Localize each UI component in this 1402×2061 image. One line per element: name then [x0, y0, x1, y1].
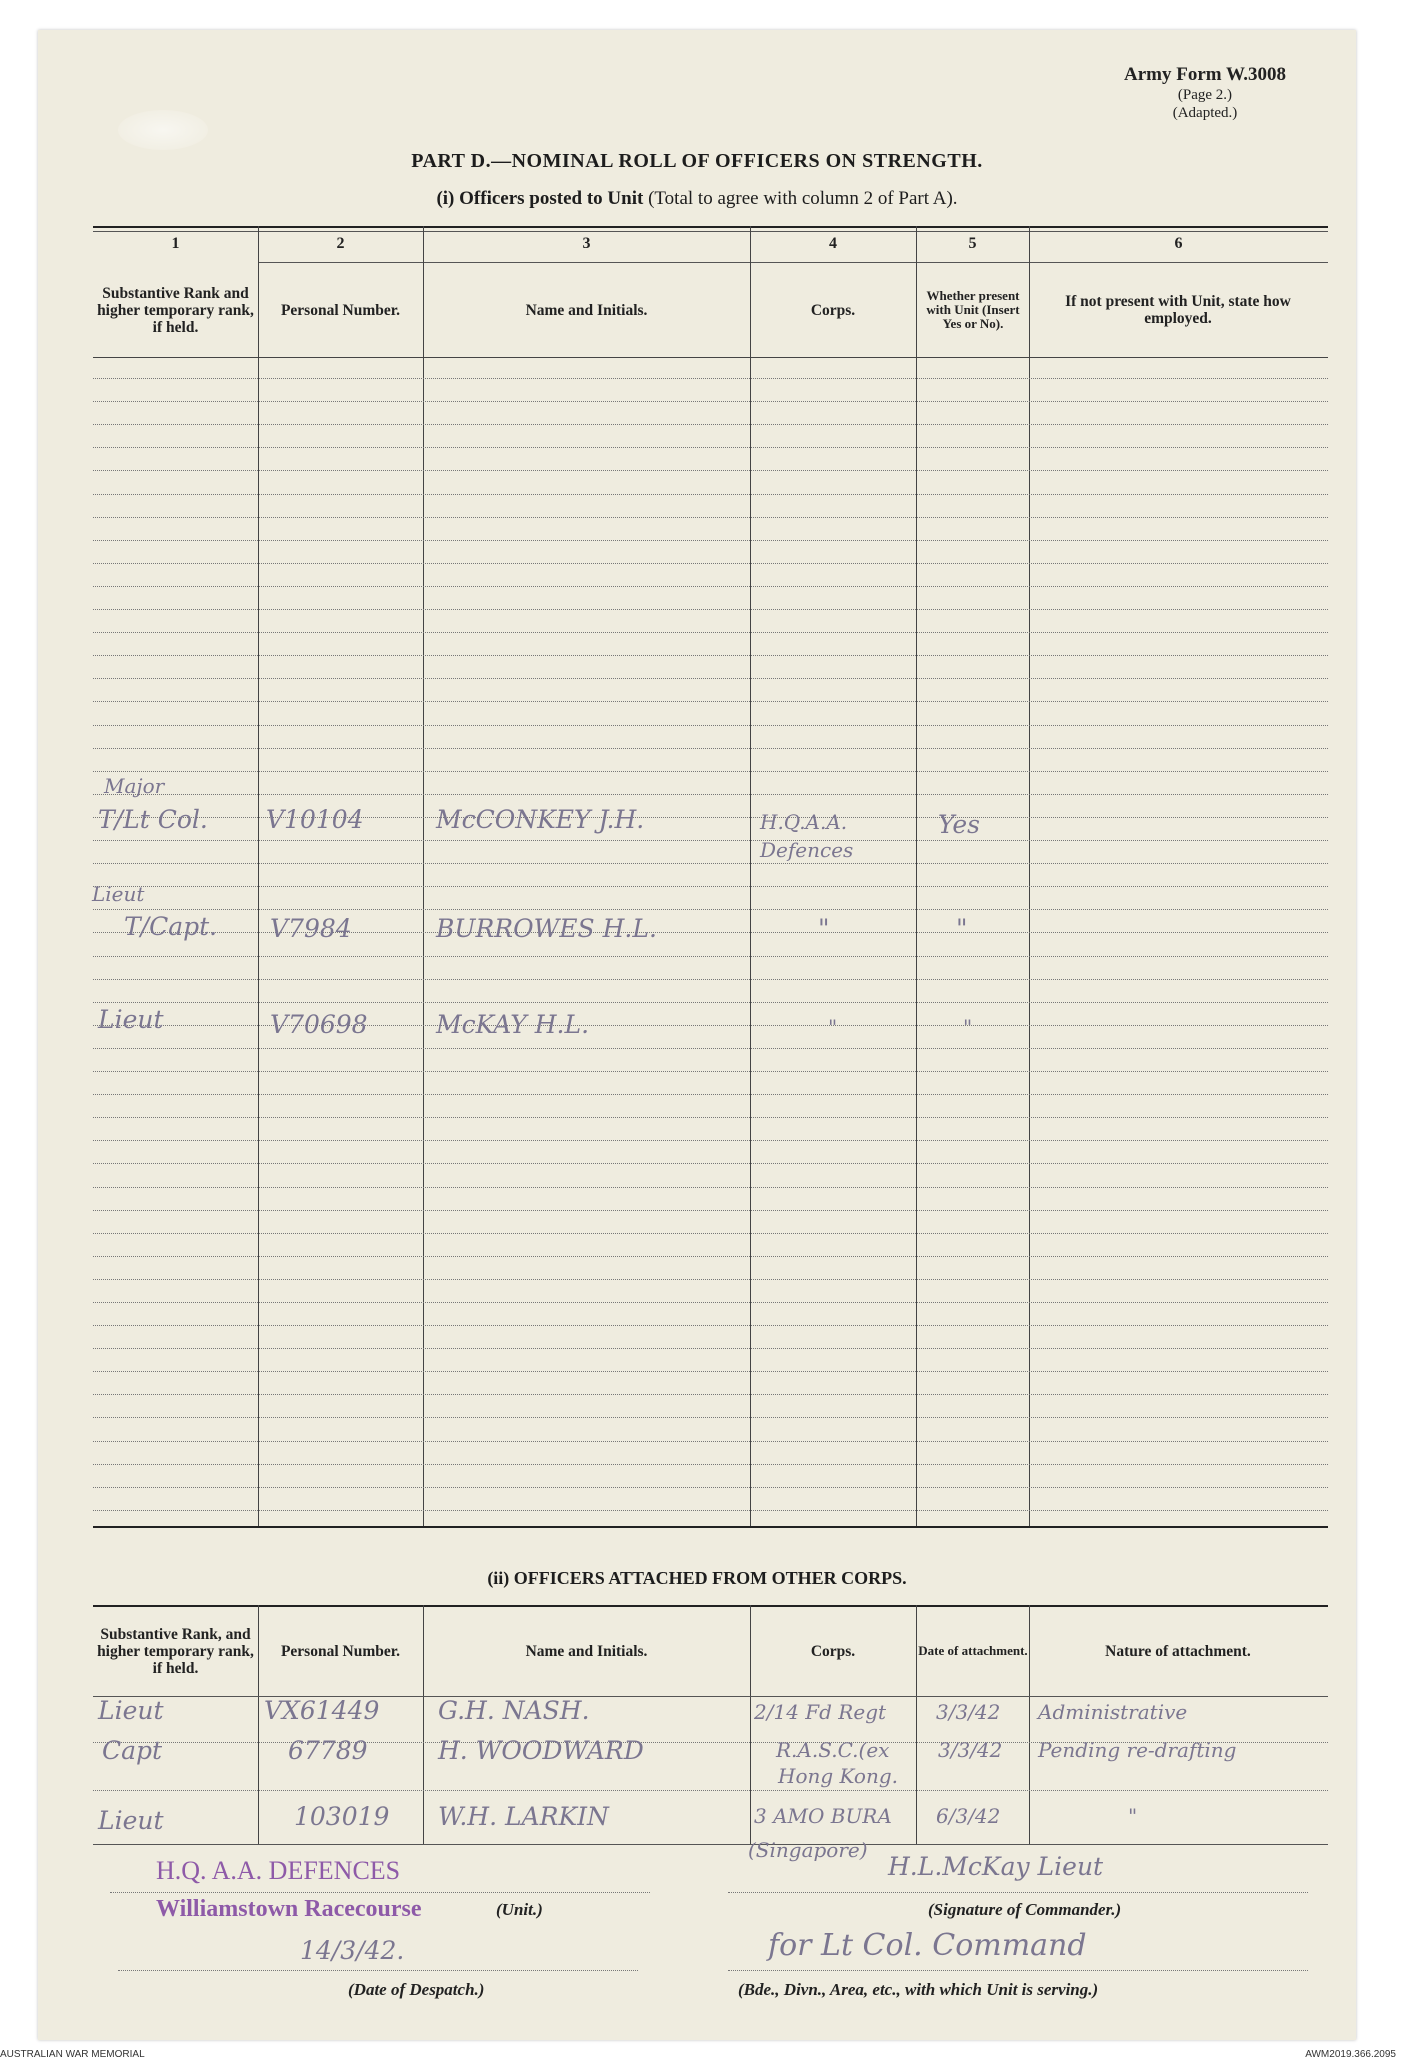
- header-rank: Substantive Rank and higher temporary rank, if held.: [97, 284, 254, 336]
- entry2-rank: Lieut: [98, 1696, 164, 1725]
- header-underline: [258, 262, 1328, 263]
- despatch-dotted-line: [118, 1970, 638, 1971]
- entry-name: McCONKEY J.H.: [436, 805, 645, 834]
- signature-dotted-line: [728, 1892, 1308, 1893]
- ruled-dotted-line: [93, 424, 1328, 425]
- ruled-dotted-line: [93, 725, 1328, 726]
- ruled-dotted-line: [93, 1210, 1328, 1211]
- ruled-dotted-line: [93, 863, 1328, 864]
- archive-id: AWM2019.366.2095: [1305, 2049, 1396, 2060]
- col-number-5: 5: [968, 235, 977, 252]
- ruled-dotted-line: [93, 701, 1328, 702]
- header2-personal-number: Personal Number.: [280, 1642, 401, 1660]
- form-identifier: [1124, 64, 1286, 122]
- subtitle-rest: (Total to agree with column 2 of Part A).: [648, 188, 958, 209]
- ruled-dotted-line: [93, 655, 1328, 656]
- entry-corps: H.Q.A.A.: [760, 810, 848, 834]
- ruled-dotted-line: [93, 1117, 1328, 1118]
- entry2-number: 103019: [294, 1802, 390, 1831]
- entry2-nature: ": [1128, 1804, 1138, 1828]
- entry-present: Yes: [938, 810, 980, 839]
- entry-rank-temp: T/Lt Col.: [98, 805, 208, 834]
- header2-rank: Substantive Rank, and higher temporary rank, if held.: [97, 1625, 254, 1677]
- page-title: PART D.—NOMINAL ROLL OF OFFICERS ON STRENGTH.: [411, 150, 983, 172]
- header2-corps: Corps.: [810, 1642, 856, 1660]
- table1-bottom-rule: [93, 1526, 1328, 1528]
- col-divider-5: [1029, 226, 1030, 1526]
- col2-divider-2: [423, 1605, 424, 1845]
- ruled-dotted-line: [93, 517, 1328, 518]
- ruled-dotted-line: [93, 1233, 1328, 1234]
- entry-number: V7984: [270, 914, 352, 943]
- col-divider-2: [423, 226, 424, 1526]
- ruled-dotted-line: [93, 401, 1328, 402]
- entry2-corps: 3 AMO BURA: [754, 1804, 892, 1828]
- ruled-dotted-line: [93, 956, 1328, 957]
- header2-nature: Nature of attachment.: [1105, 1642, 1251, 1660]
- ruled-dotted-line: [93, 563, 1328, 564]
- entry2-date: 6/3/42: [936, 1804, 1001, 1828]
- ruled-dotted-line: [93, 979, 1328, 980]
- section2-title: (ii) OFFICERS ATTACHED FROM OTHER CORPS.: [487, 1568, 907, 1588]
- table2-dotted-line: [93, 1790, 1328, 1791]
- signature-label: (Signature of Commander.): [928, 1900, 1122, 1919]
- ruled-dotted-line: [93, 748, 1328, 749]
- entry-name: BURROWES H.L.: [436, 914, 657, 943]
- entry-corps-cont: Defences: [760, 838, 854, 862]
- despatch-date: 14/3/42.: [300, 1936, 405, 1965]
- table2-top-rule: [93, 1605, 1328, 1607]
- entry-rank: Major: [104, 774, 165, 798]
- ruled-dotted-line: [93, 1002, 1328, 1003]
- header-name: Name and Initials.: [525, 301, 648, 319]
- archive-credit: AUSTRALIAN WAR MEMORIAL: [0, 2049, 145, 2060]
- ruled-dotted-line: [93, 378, 1328, 379]
- ruled-dotted-line: [93, 1140, 1328, 1141]
- col2-divider-4: [916, 1605, 917, 1845]
- form-id: Army Form W.3008: [1123, 64, 1286, 85]
- ruled-dotted-line: [93, 678, 1328, 679]
- col-number-1: 1: [171, 235, 180, 252]
- header-personal-number: Personal Number.: [280, 301, 401, 319]
- despatch-label: (Date of Despatch.): [348, 1980, 485, 1999]
- header-employed: If not present with Unit, state how employed.: [1065, 293, 1291, 327]
- ruled-dotted-line: [93, 632, 1328, 633]
- unit-stamp-line1: H.Q. A.A. DEFENCES: [156, 1856, 401, 1885]
- subtitle-bold: (i) Officers posted to Unit: [436, 188, 644, 209]
- ruled-dotted-line: [93, 470, 1328, 471]
- ruled-dotted-line: [93, 1163, 1328, 1164]
- ruled-dotted-line: [93, 840, 1328, 841]
- entry2-date: 3/3/42: [936, 1700, 1001, 1724]
- ruled-dotted-line: [93, 447, 1328, 448]
- ruled-dotted-line: [93, 1441, 1328, 1442]
- ruled-dotted-line: [93, 586, 1328, 587]
- entry2-rank: Capt: [102, 1736, 163, 1765]
- ruled-dotted-line: [93, 494, 1328, 495]
- serving-label: (Bde., Divn., Area, etc., with which Unit is serving.): [738, 1980, 1099, 1999]
- ruled-dotted-line: [93, 1417, 1328, 1418]
- col-divider-4: [916, 226, 917, 1526]
- ruled-dotted-line: [93, 1394, 1328, 1395]
- form-adapted: (Adapted.): [1172, 105, 1238, 121]
- header2-date: Date of attachment.: [918, 1643, 1028, 1658]
- header-present: Whether present with Unit (Insert Yes or No).: [926, 288, 1020, 331]
- entry-present: ": [956, 914, 968, 943]
- entry-corps: ": [828, 1015, 838, 1039]
- commander-signature: H.L.McKay Lieut: [888, 1852, 1104, 1881]
- entry2-name: G.H. NASH.: [438, 1696, 590, 1725]
- ruled-dotted-line: [93, 886, 1328, 887]
- col-number-3: 3: [582, 235, 591, 252]
- unit-label: (Unit.): [496, 1900, 543, 1919]
- entry2-nature: Administrative: [1038, 1700, 1188, 1724]
- header-bottom-rule: [93, 357, 1328, 358]
- paper-smudge: [118, 110, 208, 150]
- ruled-dotted-line: [93, 794, 1328, 795]
- col2-divider-3: [750, 1605, 751, 1845]
- ruled-dotted-line: [93, 909, 1328, 910]
- page-subtitle: [38, 188, 1356, 210]
- serving-handwritten: for Lt Col. Command: [768, 1928, 1087, 1963]
- entry2-date: 3/3/42: [938, 1738, 1003, 1762]
- entry2-name: H. WOODWARD: [438, 1736, 644, 1765]
- ruled-dotted-line: [93, 540, 1328, 541]
- entry2-name: W.H. LARKIN: [438, 1802, 609, 1831]
- table1-top-rule: [93, 226, 1328, 228]
- ruled-dotted-line: [93, 1048, 1328, 1049]
- col-number-2: 2: [336, 235, 345, 252]
- entry-rank-temp: T/Capt.: [124, 912, 218, 941]
- entry-rank: Lieut: [98, 1005, 164, 1034]
- ruled-dotted-line: [93, 1348, 1328, 1349]
- header-corps: Corps.: [810, 301, 856, 319]
- serving-dotted-line: [728, 1970, 1308, 1971]
- ruled-dotted-line: [93, 1279, 1328, 1280]
- col-number-6: 6: [1174, 235, 1183, 252]
- ruled-dotted-line: [93, 1464, 1328, 1465]
- entry2-corps: R.A.S.C.(ex: [776, 1738, 890, 1762]
- entry-rank: Lieut: [92, 882, 145, 906]
- entry2-corps-cont: (Singapore): [748, 1838, 868, 1862]
- entry2-number: VX61449: [264, 1696, 380, 1725]
- entry2-corps: 2/14 Fd Regt: [754, 1700, 887, 1724]
- ruled-dotted-line: [93, 1510, 1328, 1511]
- entry2-corps-cont: Hong Kong.: [778, 1764, 899, 1788]
- ruled-dotted-line: [93, 609, 1328, 610]
- col-number-4: 4: [829, 235, 837, 252]
- header2-name: Name and Initials.: [525, 1642, 648, 1660]
- entry2-number: 67789: [288, 1736, 368, 1765]
- col2-divider-5: [1029, 1605, 1030, 1845]
- ruled-dotted-line: [93, 1256, 1328, 1257]
- ruled-dotted-line: [93, 1187, 1328, 1188]
- col-divider-1: [258, 226, 259, 1526]
- ruled-dotted-line: [93, 1371, 1328, 1372]
- entry2-nature: Pending re-drafting: [1038, 1738, 1237, 1762]
- ruled-dotted-line: [93, 1487, 1328, 1488]
- ruled-dotted-line: [93, 1071, 1328, 1072]
- entry-corps: ": [818, 914, 830, 943]
- entry-name: McKAY H.L.: [436, 1010, 590, 1039]
- ruled-dotted-line: [93, 1302, 1328, 1303]
- entry-present: ": [963, 1015, 973, 1039]
- entry2-rank: Lieut: [98, 1806, 164, 1835]
- col-divider-3: [750, 226, 751, 1526]
- col2-divider-1: [258, 1605, 259, 1845]
- table2-bottom-rule: [93, 1844, 1328, 1845]
- ruled-dotted-line: [93, 1094, 1328, 1095]
- table1-top-rule-thin: [93, 231, 1328, 232]
- unit-dotted-line: [110, 1892, 650, 1893]
- form-page: (Page 2.): [1177, 87, 1233, 103]
- entry-number: V10104: [266, 805, 364, 834]
- entry-number: V70698: [270, 1010, 368, 1039]
- unit-stamp-line2: Williamstown Racecourse: [156, 1896, 422, 1922]
- ruled-dotted-line: [93, 1325, 1328, 1326]
- form-sheet: [38, 30, 1356, 2040]
- ruled-dotted-line: [93, 771, 1328, 772]
